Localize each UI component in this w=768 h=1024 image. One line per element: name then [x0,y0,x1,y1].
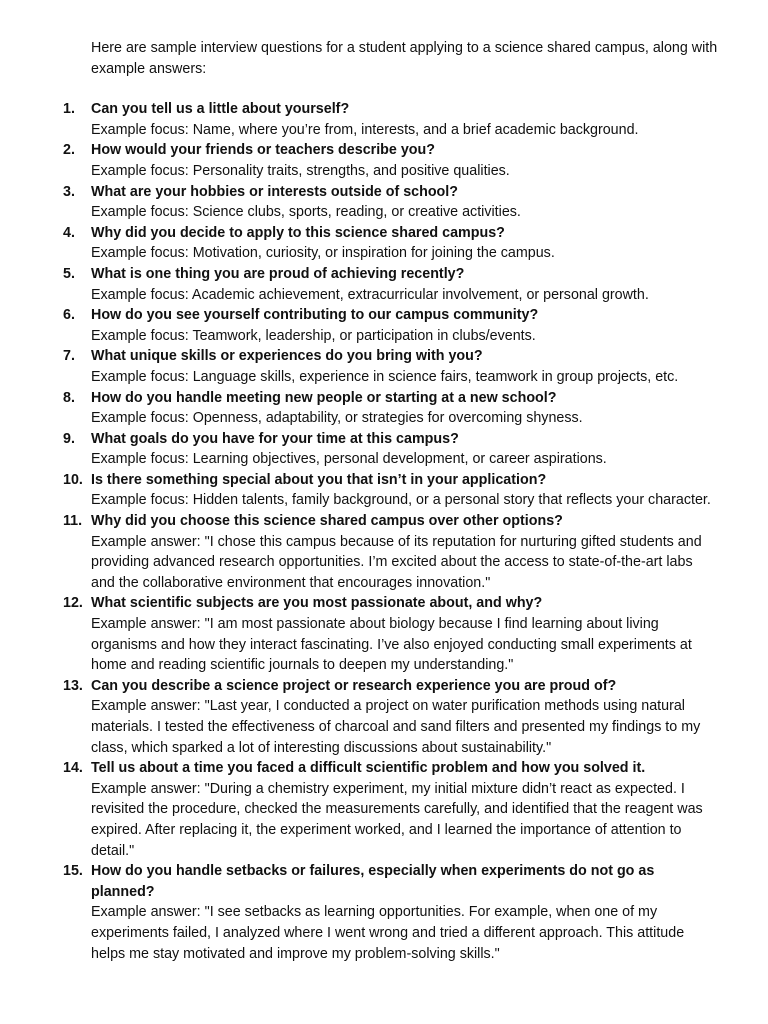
answer-text: Example answer: "Last year, I conducted a project on water purification methods using natural materials. I tested the effectiveness of charcoal and sand filters and presented my findings to my class, which sparked a lot of interesting discussions about sustainability." [91,698,701,756]
list-item [63,182,720,223]
question-list [63,99,720,964]
list-item [63,223,720,264]
question-text: Is there something special about you that isn’t in your application? [91,471,547,488]
list-item [63,140,720,181]
question-text: Why did you decide to apply to this science shared campus? [91,224,505,241]
item-number: 10. [63,471,83,488]
question-text: What unique skills or experiences do you bring with you? [91,348,483,365]
question-text: What scientific subjects are you most passionate about, and why? [91,595,543,612]
item-number: 11. [63,513,83,530]
item-number: 12. [63,595,83,612]
list-item [63,511,720,593]
answer-text: Example focus: Teamwork, leadership, or participation in clubs/events. [91,327,536,344]
item-number: 4. [63,224,75,241]
answer-text: Example answer: "During a chemistry experiment, my initial mixture didn’t react as expected. I revisited the procedure, checked the measurements carefully, and identified that the reagent was expired. After replacing it, the experiment worked, and I learned the importance of attention to detail." [91,780,703,859]
answer-text: Example focus: Hidden talents, family background, or a personal story that reflects your character. [91,492,711,509]
answer-text: Example focus: Science clubs, sports, reading, or creative activities. [91,204,521,221]
question-text: What goals do you have for your time at this campus? [91,430,459,447]
item-number: 15. [63,863,83,880]
question-text: How do you handle setbacks or failures, especially when experiments do not go as planned? [91,863,655,900]
list-item [63,676,720,758]
question-text: How would your friends or teachers describe you? [91,142,435,159]
list-item [63,758,720,861]
list-item [63,861,720,964]
list-item [63,346,720,387]
list-item [63,305,720,346]
question-text: How do you handle meeting new people or starting at a new school? [91,389,557,406]
list-item [63,99,720,140]
list-item [63,264,720,305]
answer-text: Example focus: Academic achievement, extracurricular involvement, or personal growth. [91,286,649,303]
item-number: 13. [63,677,83,694]
item-number: 1. [63,101,75,118]
question-text: What is one thing you are proud of achieving recently? [91,265,465,282]
answer-text: Example answer: "I chose this campus because of its reputation for nurturing gifted students and providing advanced research opportunities. I’m excited about the access to state-of-the-art labs and the collaborative environment that encourages innovation." [91,533,702,591]
answer-text: Example focus: Name, where you’re from, interests, and a brief academic background. [91,121,639,138]
intro-paragraph: Here are sample interview questions for a student applying to a science shared campus, along with example answers: [91,40,718,77]
question-text: Can you tell us a little about yourself? [91,101,350,118]
answer-text: Example focus: Learning objectives, personal development, or career aspirations. [91,451,607,468]
list-item [63,470,720,511]
answer-text: Example answer: "I see setbacks as learning opportunities. For example, when one of my experiments failed, I analyzed where I went wrong and tried a different approach. This attitude helps me stay motivated and improve my problem-solving skills." [91,904,685,962]
item-number: 6. [63,307,75,324]
question-text: Tell us about a time you faced a difficult scientific problem and how you solved it. [91,760,646,777]
answer-text: Example focus: Openness, adaptability, or strategies for overcoming shyness. [91,410,583,427]
answer-text: Example focus: Motivation, curiosity, or inspiration for joining the campus. [91,245,555,262]
question-text: Can you describe a science project or research experience you are proud of? [91,677,617,694]
answer-text: Example focus: Personality traits, strengths, and positive qualities. [91,162,510,179]
list-item [63,429,720,470]
list-item [63,593,720,675]
list-item [63,388,720,429]
item-number: 5. [63,265,75,282]
item-number: 8. [63,389,75,406]
question-text: How do you see yourself contributing to our campus community? [91,307,539,324]
item-number: 14. [63,760,83,777]
answer-text: Example focus: Language skills, experience in science fairs, teamwork in group projects, etc. [91,368,679,385]
item-number: 9. [63,430,75,447]
item-number: 7. [63,348,75,365]
question-text: What are your hobbies or interests outside of school? [91,183,459,200]
item-number: 2. [63,142,75,159]
answer-text: Example answer: "I am most passionate about biology because I find learning about living organisms and how they interact fascinating. I’ve also enjoyed conducting small experiments at home and reading scientific journals to deepen my understanding." [91,616,692,674]
question-text: Why did you choose this science shared campus over other options? [91,513,563,530]
item-number: 3. [63,183,75,200]
